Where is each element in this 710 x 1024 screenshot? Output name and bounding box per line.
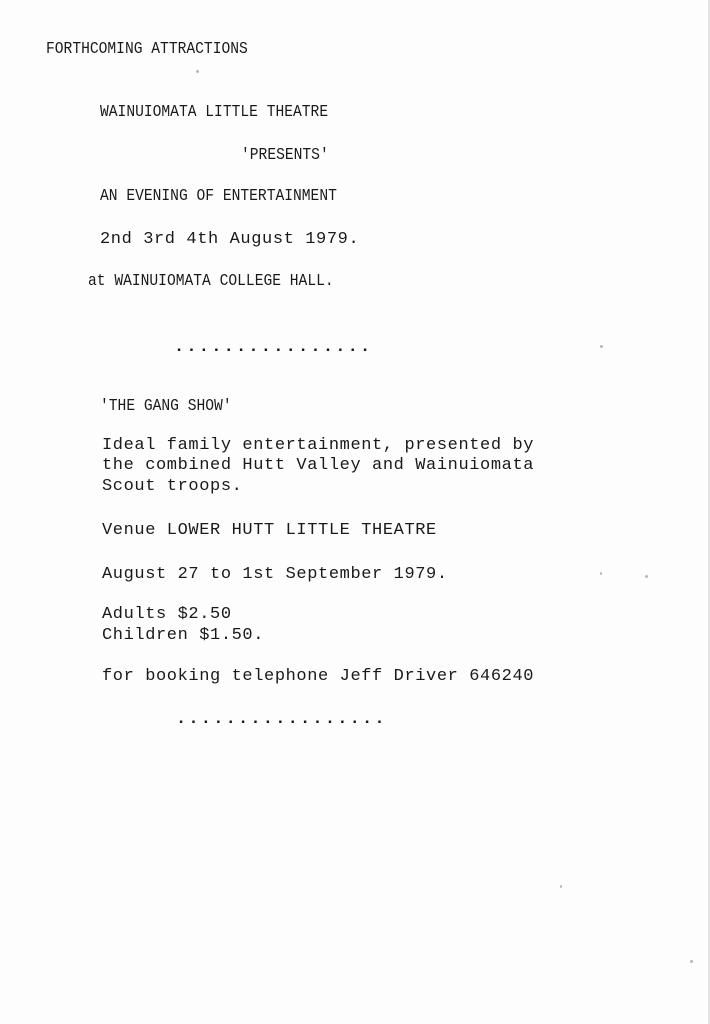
paper-speck: [600, 345, 603, 348]
event1-presents: 'PRESENTS': [241, 146, 329, 165]
paper-speck: [600, 572, 602, 575]
event1-dates: 2nd 3rd 4th August 1979.: [100, 230, 360, 249]
event2-booking: for booking telephone Jeff Driver 646240: [102, 667, 535, 686]
separator-dots: ................: [174, 338, 373, 357]
event1-presenter: WAINUIOMATA LITTLE THEATRE: [100, 103, 329, 122]
event2-description-line: the combined Hutt Valley and Wainuiomata: [102, 456, 535, 475]
event2-description-line: Ideal family entertainment, presented by: [102, 436, 535, 455]
event2-title: 'THE GANG SHOW': [100, 397, 232, 416]
header-title: FORTHCOMING ATTRACTIONS: [46, 40, 248, 59]
paper-speck: [690, 960, 693, 963]
separator-dots: .................: [176, 710, 387, 729]
paper-speck: [196, 70, 199, 73]
event2-dates: August 27 to 1st September 1979.: [102, 565, 448, 584]
paper-speck: [560, 885, 562, 888]
event1-name: AN EVENING OF ENTERTAINMENT: [100, 187, 337, 206]
event1-venue: at WAINUIOMATA COLLEGE HALL.: [88, 272, 334, 291]
event2-description-line: Scout troops.: [102, 477, 243, 496]
event2-venue: Venue LOWER HUTT LITTLE THEATRE: [102, 521, 437, 540]
event2-price-adults: Adults $2.50: [102, 605, 232, 624]
event2-price-children: Children $1.50.: [102, 626, 265, 645]
paper-speck: [645, 575, 648, 578]
